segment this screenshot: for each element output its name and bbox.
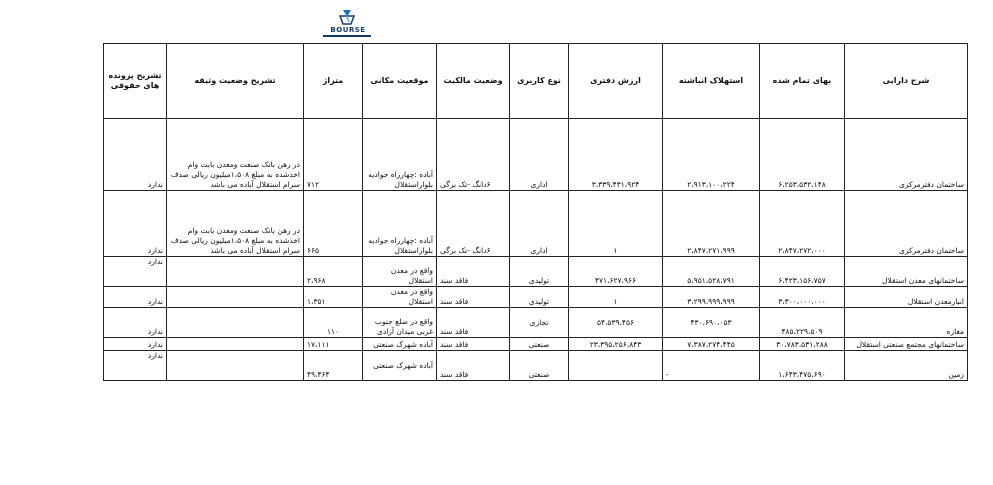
cell-legal: ندارد [104,338,167,351]
cell-ownership: فاقد سند [437,338,510,351]
cell-usage: تولیدی [510,287,569,308]
cell-depreciation: ۴۳۰،۶۹۰،۰۵۳ [663,308,760,338]
table-header-row [104,44,968,119]
bourse-logo-icon [323,8,371,28]
header-book-value: ارزش دفتری [569,44,663,119]
cell-desc: ساختمان دفترمرکزی [845,191,968,257]
cell-cost: ۳،۳۰۰،۰۰۰،۰۰۰ [760,287,845,308]
table-row [104,338,968,351]
cell-area: ۱،۳۵۱ [304,287,363,308]
cell-usage: صنعتی [510,338,569,351]
table-row [104,257,968,287]
table-row [104,351,968,381]
cell-collateral: در رهن بانک صنعت ومعدن بابت وام اخذشده به مبلغ ۱،۵۰۸میلیون ریالی صدف سرام استقلال آباده می باشد [167,119,304,191]
cell-collateral [167,287,304,308]
cell-legal: ندارد [104,351,167,381]
cell-area: ۱۷،۱۱۱ [304,338,363,351]
cell-desc: مغازه [845,308,968,338]
cell-desc: انبارمعدن استقلال [845,287,968,308]
cell-area: ۴۹،۴۶۴ [304,351,363,381]
cell-ownership: فاقد سند [437,287,510,308]
cell-legal: ندارد [104,308,167,338]
cell-desc: ساختمان دفترمرکزی [845,119,968,191]
cell-desc: ساختمانهای معدن استقلال [845,257,968,287]
header-legal: تشریح پرونده های حقوقی [104,44,167,119]
cell-depreciation: ۵،۹۵۱،۵۲۸،۷۹۱ [663,257,760,287]
cell-book-value: ۱ [569,287,663,308]
cell-ownership: ۶دانگ -تک برگی [437,119,510,191]
cell-usage: اداری [510,191,569,257]
header-depreciation: استهلاک انباشته [663,44,760,119]
cell-desc: زمین [845,351,968,381]
cell-location: واقع در معدن استقلال [363,287,437,308]
cell-legal: ندارد [104,257,167,287]
table-row [104,119,968,191]
header-asset-desc: شرح دارایی [845,44,968,119]
header-location: موقعیت مکانی [363,44,437,119]
cell-cost: ۳۰،۷۸۳،۵۳۱،۲۸۸ [760,338,845,351]
cell-location: آباده شهرک صنعتی [363,338,437,351]
cell-depreciation: - [663,351,760,381]
cell-book-value: ۵۴،۵۳۹،۴۵۶ [569,308,663,338]
header-cost: بهای تمام شده [760,44,845,119]
cell-collateral [167,338,304,351]
table-row [104,191,968,257]
header-area: متراژ [304,44,363,119]
assets-table [103,43,968,381]
cell-desc: ساختمانهای مجتمع صنعتی استقلال [845,338,968,351]
cell-area: ۷۱۲ [304,119,363,191]
cell-area: ۲،۹۶۸ [304,257,363,287]
cell-ownership: فاقد سند [437,257,510,287]
logo-text: BOURSE [330,26,366,34]
cell-collateral [167,351,304,381]
cell-location: واقع در معدن استقلال [363,257,437,287]
table-row [104,287,968,308]
cell-location: آباده :چهارراه جوادیه بلواراستقلال [363,119,437,191]
cell-collateral [167,257,304,287]
cell-book-value [569,351,663,381]
cell-cost: ۶،۴۲۳،۱۵۶،۷۵۷ [760,257,845,287]
cell-cost: ۴۸۵،۲۲۹،۵۰۹ [760,308,845,338]
table-row [104,308,968,338]
header-ownership: وضعیت مالکیت [437,44,510,119]
cell-collateral: در رهن بانک صنعت ومعدن بابت وام اخذشده به مبلغ ۱،۵۰۸میلیون ریالی صدف سرام استقلال آباده می باشد [167,191,304,257]
cell-collateral [167,308,304,338]
cell-ownership: ۶دانگ -تک برگی [437,191,510,257]
cell-depreciation: ۲،۹۱۳،۱۰۰،۲۲۴ [663,119,760,191]
cell-usage: اداری [510,119,569,191]
cell-legal: ندارد [104,287,167,308]
logo-underline [323,35,371,37]
cell-ownership: فاقد سند [437,308,510,338]
header-collateral: تشریح وضعیت وثیقه [167,44,304,119]
cell-book-value: ۱ [569,191,663,257]
cell-ownership: فاقد سند [437,351,510,381]
cell-area: ۶۶۵ [304,191,363,257]
cell-area: ۱۱۰ [304,308,363,338]
cell-usage: تجاری [510,308,569,338]
cell-cost: ۶،۲۵۳،۵۳۲،۱۴۸ [760,119,845,191]
cell-usage: تولیدی [510,257,569,287]
cell-legal: ندارد [104,191,167,257]
cell-location: آباده شهرک صنعتی [363,351,437,381]
cell-book-value: ۴۷۱،۶۲۷،۹۶۶ [569,257,663,287]
header-usage: نوع کاربری [510,44,569,119]
cell-book-value: ۲۳،۳۹۵،۲۵۶،۸۴۳ [569,338,663,351]
cell-cost: ۱،۶۴۳،۴۷۵،۶۹۰ [760,351,845,381]
cell-legal: ندارد [104,119,167,191]
cell-location: آباده :چهارراه جوادیه بلواراستقلال [363,191,437,257]
cell-book-value: ۳،۳۳۹،۴۳۱،۹۲۴ [569,119,663,191]
cell-location: واقع در ضلع جنوب غربی میدان آزادی [363,308,437,338]
cell-usage: صنعتی [510,351,569,381]
cell-cost: ۲،۸۴۷،۲۷۲،۰۰۰ [760,191,845,257]
cell-depreciation: ۷،۳۸۷،۲۷۴،۴۴۵ [663,338,760,351]
cell-depreciation: ۳،۲۹۹،۹۹۹،۹۹۹ [663,287,760,308]
cell-depreciation: ۲،۸۴۷،۲۷۱،۹۹۹ [663,191,760,257]
bourse-logo [323,8,371,40]
